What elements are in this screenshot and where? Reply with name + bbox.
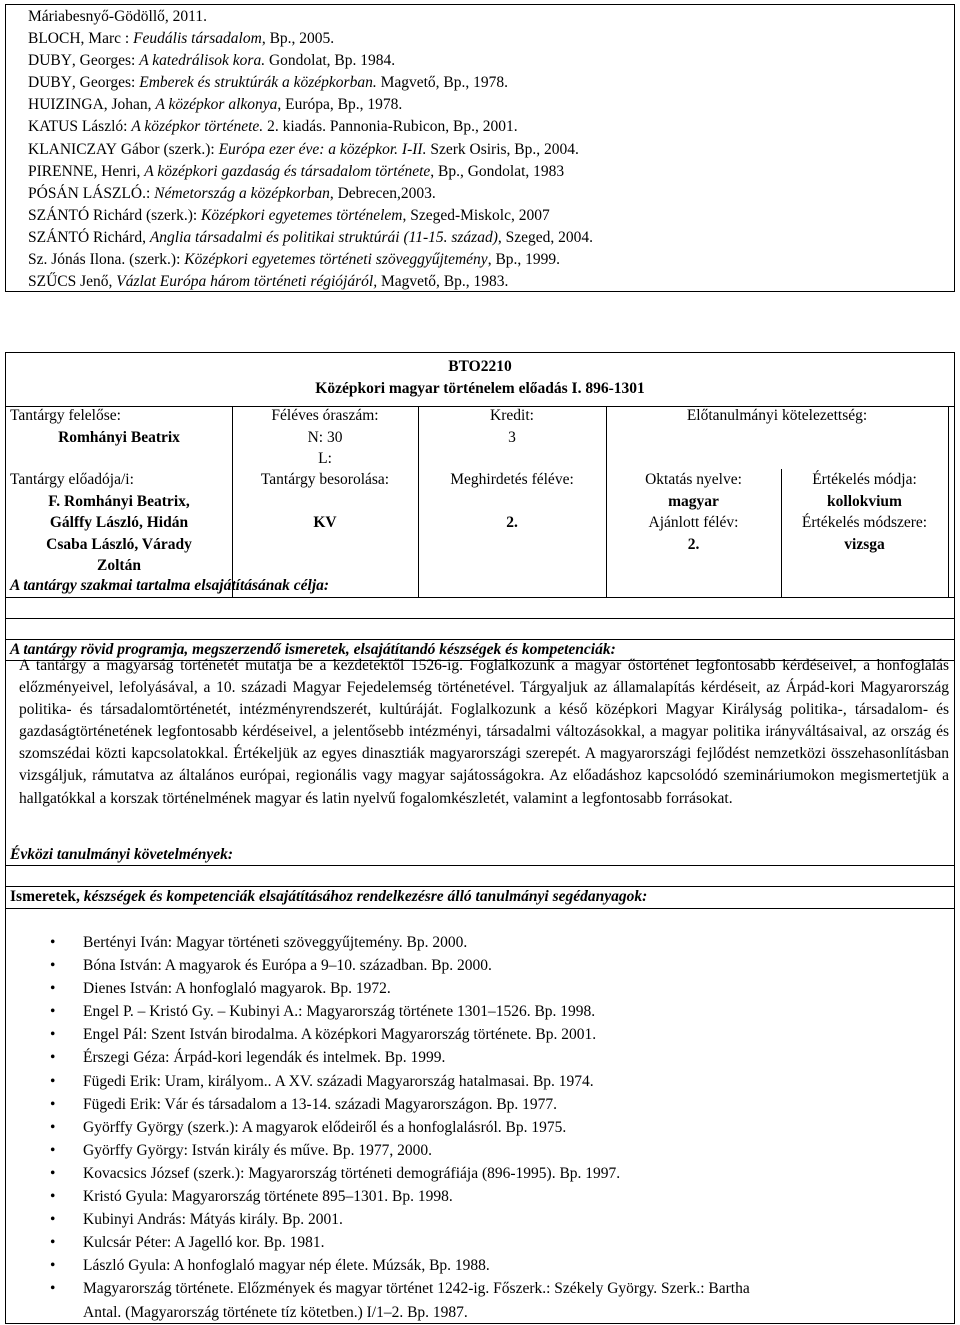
reading-text: László Gyula: A honfoglaló magyar nép élete. Múzsák, Bp. 1988. [83,1257,490,1275]
entry-text: Jenő, [76,273,117,291]
reading-text: Dienes István: A honfoglaló magyarok. Bp. 1972. [83,980,391,998]
author-name: KLANICZAY [28,140,117,158]
entry-text: , Debrecen,2003. [329,184,436,202]
goal-label: A tantárgy szakmai tartalma elsajátításának célja: [10,577,330,594]
author-name: KATUS [28,118,78,136]
evaluation-method-value: vizsga [844,536,885,553]
reading-text: Fügedi Erik: Vár és társadalom a 13-14. századi Magyarországon. Bp. 1977. [83,1095,558,1113]
responsible-name: Romhányi Beatrix [58,429,180,446]
bullet-icon: • [50,1049,56,1067]
entry-text: Magvető, Bp., 1983. [377,273,509,291]
reading-text: Kristó Gyula: Magyarország története 895–1301. Bp. 1998. [83,1188,453,1206]
reading-item [50,1139,750,1162]
recommended-semester-value: 2. [687,536,700,553]
bullet-icon: • [50,1257,56,1275]
reading-text: Engel P. – Kristó Gy. – Kubinyi A.: Magyarország története 1301–1526. Bp. 1998. [83,1003,596,1021]
bullet-icon: • [50,1234,56,1252]
work-title: Középkori egyetemes történelem [201,206,403,224]
entry-text: Máriabesnyő-Gödöllő, 2011. [28,8,207,25]
reading-item [50,1046,750,1069]
credit-label: Kredit: [490,407,534,424]
work-title: Európa ezer éve: a középkor. I-II. [218,140,427,158]
bibliography-entry [28,72,954,94]
bullet-icon: • [50,1118,56,1136]
reading-item [83,1301,750,1324]
reading-item [50,1231,750,1254]
bullet-icon: • [50,1003,56,1021]
work-title: Középkori egyetemes történeti szöveggyűjtemény [184,251,488,269]
language-label: Oktatás nyelve: [645,471,742,488]
bullet-icon: • [50,1141,56,1159]
hours-l: L: [318,450,332,467]
reading-item [50,977,750,1000]
recommended-semester-label: Ajánlott félév: [648,514,739,531]
classification-label: Tantárgy besorolása: [260,471,390,488]
bullet-icon: • [50,1026,56,1044]
author-name: DUBY [28,52,72,70]
bullet-icon: • [50,934,56,951]
entry-text: , Bp., 2005. [261,30,335,48]
bullet-icon: • [50,1188,56,1206]
program-label: A tantárgy rövid programja, megszerzendő ismeretek, elsajátítandó készségek és kompetenciák: [10,641,616,658]
bibliography-entry [28,205,954,227]
reading-text: Fügedi Erik: Uram, királyom.. A XV. századi Magyarország hatalmasai. Bp. 1974. [83,1072,594,1090]
prerequisite-label: Előtanulmányi kötelezettség: [686,407,868,424]
author-name: SZŰCS [28,273,77,291]
hours-label: Féléves óraszám: [271,407,379,424]
work-title: A középkor alkonya [155,96,278,114]
course-code: BTO2210 [448,358,512,375]
bibliography-box [5,4,955,292]
reading-text: Érszegi Géza: Árpád-kori legendák és intelmek. Bp. 1999. [83,1049,446,1067]
bibliography-entry [28,271,954,293]
entry-text: Richárd, [89,228,150,246]
requirements-label: Évközi tanulmányi követelmények: [10,846,234,863]
readings-list [50,931,750,1324]
credit-value: 3 [508,429,516,446]
author-name: SZÁNTÓ [28,206,90,224]
lecturer-line: Csaba László, Várady [46,536,192,553]
reading-item [50,1000,750,1023]
bibliography-entry [28,183,954,205]
work-title: Feudális társadalom [133,30,262,48]
bibliography-entry [28,116,954,138]
author-name: SZÁNTÓ [28,228,90,246]
entry-text: , Szeged, 2004. [497,228,594,246]
bullet-icon: • [50,1072,56,1090]
bullet-icon: • [50,1211,56,1229]
reading-item [50,1023,750,1046]
evaluation-method-label: Értékelés módszere: [801,514,928,531]
lecturer-line: F. Romhányi Beatrix, [48,493,190,510]
lecturer-label: Tantárgy előadója/i: [10,471,134,488]
work-title: Anglia társadalmi és politikai struktúrái (11-15. század) [149,228,498,246]
entry-text: , Henri, [93,162,145,180]
entry-text: , Marc : [80,30,134,48]
bibliography-entry [28,50,954,72]
bullet-icon: • [50,1095,56,1113]
responsible-label: Tantárgy felelőse: [10,407,121,424]
reading-item [50,954,750,977]
entry-text: , Szeged-Miskolc, 2007 [402,206,550,224]
entry-text: 2. kiadás. Pannonia-Rubicon, Bp., 2001. [263,118,518,136]
lecturer-line: Zoltán [97,557,141,574]
semester-value: 2. [506,514,518,531]
reading-text: Antal. (Magyarország története tíz kötetben.) I/1–2. Bp. 1987. [83,1303,468,1321]
materials-label [10,888,647,907]
reading-text: Kulcsár Péter: A Jagelló kor. Bp. 1981. [83,1234,325,1252]
author-name: PIRENNE [28,162,94,180]
bullet-icon: • [50,1280,56,1298]
entry-text: , Johan, [103,96,156,114]
reading-text: Kubinyi András: Mátyás király. Bp. 2001. [83,1211,343,1229]
evaluation-label: Értékelés módja: [812,471,917,488]
work-title: Németország a középkorban [154,184,330,202]
hours-n: N: 30 [307,429,343,446]
entry-text: .: [142,184,155,202]
reading-item [50,1277,750,1300]
bibliography-entry [28,6,954,28]
author-name: HUIZINGA [28,96,104,114]
entry-text: , Georges: [71,74,140,92]
entry-text: Gondolat, Bp. 1984. [265,52,396,70]
entry-text: Magvető, Bp., 1978. [376,74,509,92]
reading-text: Bertényi Iván: Magyar történeti szöveggyűjtemény. Bp. 2000. [83,934,468,951]
entry-text: Szerk Osiris, Bp., 2004. [426,140,579,158]
entry-text: , Bp., 1999. [487,251,561,269]
entry-text: Sz. Jónás Ilona. (szerk.): [28,251,185,269]
bibliography-entry [28,249,954,271]
classification-value: KV [313,514,337,531]
lecturer-line: Gálffy László, Hidán [49,514,189,531]
reading-item [50,1070,750,1093]
reading-item [50,1116,750,1139]
work-title: Vázlat Európa három történeti régiójáról, [116,273,378,291]
reading-text: Magyarország története. Előzmények és magyar történet 1242-ig. Főszerk.: Székely György. Szerk.: Bartha [83,1280,750,1298]
entry-text: Gábor (szerk.): [116,140,219,158]
entry-text: Richárd (szerk.): [89,206,202,224]
bibliography-entry [28,28,954,50]
bullet-icon: • [50,957,56,975]
materials-label-rest: készségek és kompetenciák elsajátításához rendelkezésre álló tanulmányi segédanyagok: [79,888,648,905]
bullet-icon: • [50,980,56,998]
reading-item [50,1185,750,1208]
reading-item [50,1162,750,1185]
materials-label-bold: Ismeretek, [10,888,80,905]
semester-label: Meghirdetés féléve: [450,471,574,488]
entry-text: , Georges: [71,52,140,70]
entry-text: , Európa, Bp., 1978. [277,96,403,114]
reading-text: Bóna István: A magyarok és Európa a 9–10. században. Bp. 2000. [83,957,492,975]
work-title: A középkori gazdaság és társadalom története [144,162,431,180]
bullet-icon: • [50,1164,56,1182]
language-value: magyar [668,493,719,510]
reading-item [50,1093,750,1116]
author-name: BLOCH [28,30,81,48]
bibliography-entry [28,139,954,161]
entry-text: , Bp., Gondolat, 1983 [430,162,565,180]
work-title: Emberek és struktúrák a középkorban. [139,74,377,92]
reading-item [50,1208,750,1231]
course-title: Középkori magyar történelem előadás I. 896-1301 [315,380,645,397]
author-name: DUBY [28,74,72,92]
reading-item [50,1254,750,1277]
entry-text: László: [77,118,132,136]
reading-item [50,931,750,954]
evaluation-value: kollokvium [827,493,902,510]
reading-text: Kovacsics József (szerk.): Magyarország történeti demográfiája (896-1995). Bp. 1997. [83,1164,621,1182]
work-title: A középkor története. [131,118,264,136]
course-description: A tantárgy a magyarság történetét mutatja be a kezdetektől 1526-ig. Foglalkozunk a magyar őstörténet legfontosabb kérdéseivel, a honfoglalás előzményeivel, lefolyásával, a 10. századi Magyar Fejedelemség történetével. Tárgyaljuk az államalapítás kérdéseit, az Árpád-kori Magyarország politika- és társadalomtörténetét, intézményrendszerét, kultúráját. Foglalkozunk a késő középkori Magyar Királyság politika-, társadalom- és gazdaságtörténetének legfontosabb kérdéseivel, a jelentősebb intézményi, társadalmi változásokkal, a magyar politika irányváltásaival, az ország és szomszédai közti kapcsolatokkal. Értékeljük az egyes dinasztiák magyarországi szerepét. A magyarországi fejlődést nemzetközi összehasonlításban vizsgáljuk, rámutatva az általános európai, regionális vagy magyar sajátosságokra. Az előadáshoz kapcsolódó szemináriumokon megismertetjük a hallgatókkal a korszak történelmének magyar és latin nyelvű fogalomkészletét, valamint a legfontosabb forrásokat. [19,657,949,807]
author-name: PÓSÁN LÁSZLÓ [28,184,143,202]
reading-text: Engel Pál: Szent István birodalma. A középkori Magyarország története. Bp. 2001. [83,1026,597,1044]
bibliography-entry [28,94,954,116]
reading-text: Györffy György (szerk.): A magyarok elődeiről és a honfoglalásról. Bp. 1975. [83,1118,567,1136]
bibliography-entry [28,227,954,249]
reading-text: Györffy György: István király és műve. Bp. 1977, 2000. [83,1141,432,1159]
work-title: A katedrálisok kora. [139,52,266,70]
bibliography-entry [28,161,954,183]
